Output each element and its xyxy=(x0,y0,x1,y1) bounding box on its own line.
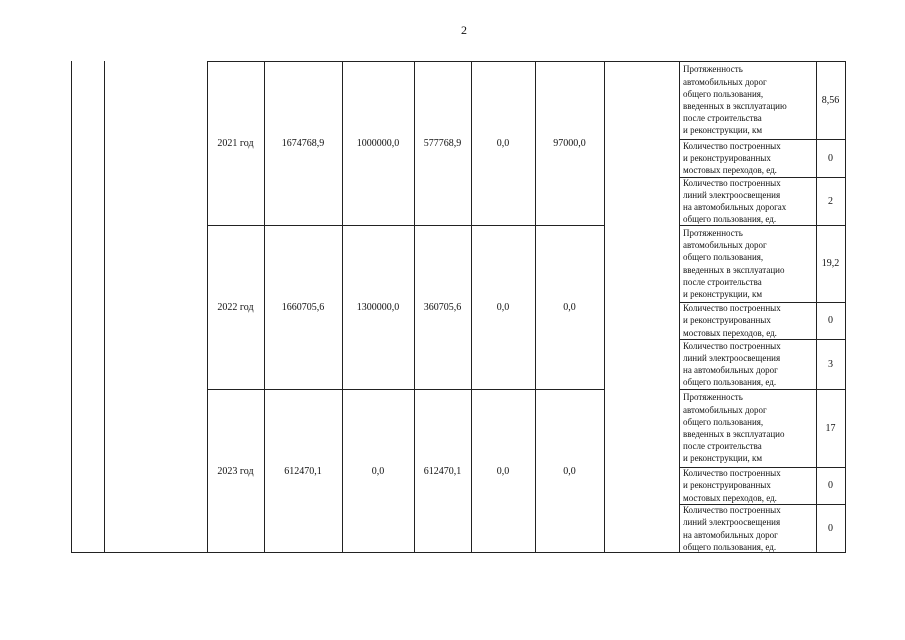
indicator-line: общего пользования, xyxy=(683,416,764,427)
indicator-line: после строительства xyxy=(683,113,762,124)
indicator-line: введенных в эксплуатацио xyxy=(683,264,785,275)
table-rule xyxy=(71,61,72,553)
total-cell: 612470,1 xyxy=(284,465,322,477)
indicator-value: 0 xyxy=(828,152,833,164)
indicator-value: 0 xyxy=(828,523,833,534)
indicator-line: Количество построенных xyxy=(683,303,781,314)
indicator-line: линий электроосвещения xyxy=(683,517,781,528)
indicator-text xyxy=(683,177,786,226)
federal-cell: 0,0 xyxy=(371,465,385,477)
indicator-line: и реконструкции, км xyxy=(683,453,763,464)
indicator-value: 17 xyxy=(825,422,836,434)
indicator-name xyxy=(679,302,820,339)
indicator-name xyxy=(679,389,820,467)
program-table xyxy=(71,61,845,552)
indicator-line: после строительства xyxy=(683,276,762,287)
indicator-line: Протяженность xyxy=(683,64,743,75)
indicator-line: Количество построенных xyxy=(683,505,781,516)
indicator-value: 0 xyxy=(828,480,833,491)
indicator-line: Количество построенных xyxy=(683,468,781,479)
federal-cell: 1300000,0 xyxy=(356,301,400,313)
table-rule xyxy=(104,61,105,553)
indicator-line: мостовых переходов, ед. xyxy=(683,327,777,338)
indicator-line: на автомобильных дорог xyxy=(683,529,778,540)
other-cell: 0,0 xyxy=(563,465,576,477)
indicator-line: Протяженность xyxy=(683,392,743,403)
regional-cell: 612470,1 xyxy=(423,465,462,477)
regional-cell: 577768,9 xyxy=(423,137,462,149)
indicator-name xyxy=(679,225,820,302)
year-cell: 2021 год xyxy=(217,137,254,149)
indicator-line: общего пользования, ед. xyxy=(683,214,777,225)
indicator-name xyxy=(679,61,820,139)
indicator-line: линий электроосвещения xyxy=(683,352,781,363)
indicator-line: Протяженность xyxy=(683,227,743,238)
page-number: 2 xyxy=(461,23,467,37)
indicator-line: общего пользования, ед. xyxy=(683,541,777,552)
local-cell: 0,0 xyxy=(496,465,510,477)
indicator-text xyxy=(683,63,787,136)
indicator-value: 8,56 xyxy=(821,94,840,106)
indicator-text xyxy=(683,340,781,389)
indicator-line: автомобильных дорог xyxy=(683,404,767,415)
local-cell: 0,0 xyxy=(496,137,510,149)
table-rule xyxy=(604,61,605,553)
indicator-line: общего пользования, xyxy=(683,252,764,263)
indicator-line: мостовых переходов, ед. xyxy=(683,492,777,503)
indicator-text xyxy=(683,467,781,504)
total-cell: 1674768,9 xyxy=(281,137,325,149)
other-cell: 97000,0 xyxy=(553,137,586,149)
indicator-line: и реконструированных xyxy=(683,152,771,163)
local-cell: 0,0 xyxy=(496,301,510,313)
indicator-line: введенных в эксплуатацио xyxy=(683,429,785,439)
indicator-name xyxy=(679,139,820,177)
indicator-line: мостовых переходов, ед. xyxy=(683,165,777,176)
indicator-value: 19,2 xyxy=(821,258,840,269)
indicator-line: введенных в эксплуатацию xyxy=(683,101,787,111)
indicator-line: Количество построенных xyxy=(683,140,781,151)
indicator-line: и реконструированных xyxy=(683,315,771,326)
indicator-line: и реконструированных xyxy=(683,480,771,491)
indicator-text xyxy=(683,140,781,177)
indicator-line: и реконструкции, км xyxy=(683,125,763,136)
indicator-line: Количество построенных xyxy=(683,177,781,188)
year-cell: 2022 год xyxy=(217,301,254,313)
indicator-name xyxy=(679,177,820,225)
indicator-name xyxy=(679,339,820,389)
indicator-text xyxy=(683,504,781,553)
federal-cell: 1000000,0 xyxy=(356,137,400,149)
indicator-line: автомобильных дорог xyxy=(683,76,767,87)
indicator-name xyxy=(679,467,820,504)
indicator-value: 2 xyxy=(828,195,833,207)
indicator-line: после строительства xyxy=(683,441,762,452)
indicator-line: автомобильных дорог xyxy=(683,240,767,251)
indicator-line: линий электроосвещения xyxy=(683,189,781,200)
indicator-text xyxy=(683,391,784,464)
other-cell: 0,0 xyxy=(563,301,576,313)
indicator-value: 3 xyxy=(828,358,833,370)
year-cell: 2023 год xyxy=(217,465,254,477)
regional-cell: 360705,6 xyxy=(423,301,462,313)
indicator-line: общего пользования, xyxy=(683,88,764,99)
indicator-line: на автомобильных дорог xyxy=(683,365,778,375)
indicator-line: и реконструкции, км xyxy=(683,288,763,299)
indicator-text xyxy=(683,227,784,300)
indicator-line: Количество построенных xyxy=(683,340,781,351)
total-cell: 1660705,6 xyxy=(281,301,325,313)
table-rule xyxy=(845,61,846,553)
indicator-name xyxy=(679,504,820,553)
indicator-line: общего пользования, ед. xyxy=(683,377,777,388)
indicator-text xyxy=(683,302,781,339)
indicator-value: 0 xyxy=(828,315,833,326)
indicator-line: на автомобильных дорогах xyxy=(683,202,787,212)
